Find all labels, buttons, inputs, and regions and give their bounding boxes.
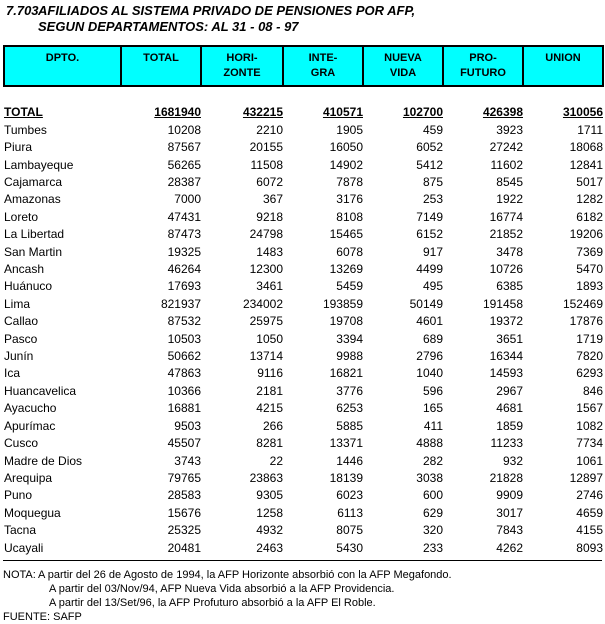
value-cell: 1922: [496, 192, 523, 207]
value-cell: 87532: [167, 314, 201, 329]
value-cell: 20481: [167, 540, 201, 555]
value-cell: 6293: [576, 366, 603, 381]
table-row: [4, 296, 603, 313]
value-cell: 4155: [576, 523, 603, 538]
value-cell: 1905: [336, 122, 363, 137]
value-cell: 15465: [329, 227, 363, 242]
value-cell: 1859: [496, 418, 523, 433]
value-cell: 21852: [489, 227, 523, 242]
value-cell: 1567: [576, 401, 603, 416]
table-row: [4, 522, 603, 539]
table-row: [4, 435, 603, 452]
value-cell: 426398: [482, 105, 523, 120]
dpto-cell: Ucayali: [4, 540, 44, 555]
note-line-2: A partir del 03/Nov/94, AFP Nueva Vida absorbió a la AFP Providencia.: [49, 582, 395, 595]
value-cell: 28583: [167, 488, 201, 503]
table-row: [4, 122, 603, 139]
value-cell: 5459: [336, 279, 363, 294]
value-cell: 22: [269, 453, 283, 468]
dpto-cell: Moquegua: [4, 505, 61, 520]
value-cell: 1258: [256, 505, 283, 520]
value-cell: 1040: [416, 366, 443, 381]
notes-section: [0, 568, 605, 624]
dpto-cell: Ayacucho: [4, 401, 57, 416]
value-cell: 10366: [167, 383, 201, 398]
column-header-total: TOTAL: [121, 46, 201, 86]
value-cell: 320: [422, 523, 443, 538]
table-row: [4, 331, 603, 348]
table-row: [4, 365, 603, 382]
value-cell: 24798: [249, 227, 283, 242]
table-row: [4, 383, 603, 400]
value-cell: 4601: [416, 314, 443, 329]
value-cell: 50662: [167, 349, 201, 364]
value-cell: 3776: [336, 383, 363, 398]
value-cell: 282: [422, 453, 443, 468]
value-cell: 7149: [416, 209, 443, 224]
dpto-cell: Apurímac: [4, 418, 56, 433]
value-cell: 1711: [577, 122, 603, 137]
value-cell: 16344: [489, 349, 523, 364]
value-cell: 21828: [489, 470, 523, 485]
value-cell: 16881: [167, 401, 201, 416]
value-cell: 266: [262, 418, 283, 433]
value-cell: 8075: [336, 523, 363, 538]
value-cell: 3038: [416, 470, 443, 485]
value-cell: 79765: [167, 470, 201, 485]
spacer-row: [4, 86, 603, 104]
value-cell: 821937: [160, 296, 201, 311]
table-row: [4, 209, 603, 226]
table-row: [4, 505, 603, 522]
dpto-cell: Tumbes: [4, 122, 47, 137]
value-cell: 2181: [256, 383, 283, 398]
value-cell: 15676: [167, 505, 201, 520]
value-cell: 1893: [576, 279, 603, 294]
dpto-cell: La Libertad: [4, 227, 65, 242]
value-cell: 3461: [256, 279, 283, 294]
value-cell: 1681940: [154, 105, 201, 120]
value-cell: 18068: [569, 140, 603, 155]
value-cell: 310056: [562, 105, 603, 120]
table-row: [4, 453, 603, 470]
dpto-cell: Huancavelica: [4, 383, 77, 398]
value-cell: 7843: [496, 523, 523, 538]
value-cell: 6078: [336, 244, 363, 259]
note-line-3: A partir del 13/Set/96, la AFP Profuturo absorbió a la AFP El Roble.: [49, 596, 376, 609]
value-cell: 411: [423, 418, 443, 433]
value-cell: 2746: [576, 488, 603, 503]
value-cell: 14593: [489, 366, 523, 381]
table-row: [4, 174, 603, 191]
value-cell: 4888: [416, 436, 443, 451]
value-cell: 8108: [336, 209, 363, 224]
dpto-cell: Pasco: [4, 331, 38, 346]
value-cell: 12300: [249, 262, 283, 277]
value-cell: 6113: [337, 505, 363, 520]
value-cell: 9909: [496, 488, 523, 503]
value-cell: 6023: [336, 488, 363, 503]
doc-title: [0, 0, 605, 35]
value-cell: 17876: [569, 314, 603, 329]
value-cell: 1719: [576, 331, 603, 346]
value-cell: 9305: [256, 488, 283, 503]
table-row: [4, 139, 603, 156]
table-row: [4, 261, 603, 278]
value-cell: 12841: [569, 157, 603, 172]
value-cell: 12897: [569, 470, 603, 485]
value-cell: 17693: [167, 279, 201, 294]
table-row: [4, 418, 603, 435]
table-header-row: [4, 46, 603, 86]
value-cell: 917: [422, 244, 443, 259]
value-cell: 4215: [256, 401, 283, 416]
value-cell: 9988: [336, 349, 363, 364]
value-cell: 47431: [167, 209, 201, 224]
title-lines: [38, 3, 415, 35]
value-cell: 25975: [249, 314, 283, 329]
column-header-integra: INTE- GRA: [283, 46, 363, 86]
value-cell: 5470: [576, 262, 603, 277]
table-row: [4, 348, 603, 365]
afp-table: [3, 45, 604, 557]
dpto-cell: San Martin: [4, 244, 63, 259]
dpto-cell: Huánuco: [4, 279, 53, 294]
table-row: [4, 244, 603, 261]
value-cell: 4499: [416, 262, 443, 277]
table-row: [4, 400, 603, 417]
value-cell: 3743: [174, 453, 201, 468]
value-cell: 45507: [167, 436, 201, 451]
value-cell: 20155: [249, 140, 283, 155]
value-cell: 875: [422, 175, 443, 190]
value-cell: 25325: [167, 523, 201, 538]
column-header-dpto: DPTO.: [4, 46, 121, 86]
value-cell: 102700: [402, 105, 443, 120]
dpto-cell: Madre de Dios: [4, 453, 83, 468]
value-cell: 87567: [167, 140, 201, 155]
dpto-cell: Arequipa: [4, 470, 53, 485]
value-cell: 16821: [329, 366, 363, 381]
column-header-union: UNION: [523, 46, 603, 86]
value-cell: 459: [422, 122, 443, 137]
value-cell: 629: [422, 505, 443, 520]
value-cell: 27242: [489, 140, 523, 155]
value-cell: 234002: [242, 296, 283, 311]
dpto-cell: Amazonas: [4, 192, 61, 207]
dpto-cell: TOTAL: [4, 105, 43, 120]
value-cell: 596: [422, 383, 443, 398]
value-cell: 410571: [322, 105, 363, 120]
value-cell: 50149: [409, 296, 443, 311]
value-cell: 10726: [489, 262, 523, 277]
value-cell: 7820: [576, 349, 603, 364]
value-cell: 13714: [249, 349, 283, 364]
value-cell: 165: [422, 401, 443, 416]
value-cell: 1050: [256, 331, 283, 346]
value-cell: 6072: [256, 175, 283, 190]
value-cell: 8281: [256, 436, 283, 451]
value-cell: 13269: [329, 262, 363, 277]
value-cell: 10208: [167, 122, 201, 137]
dpto-cell: Cajamarca: [4, 175, 63, 190]
title-number: 7.703: [6, 3, 39, 18]
value-cell: 600: [422, 488, 443, 503]
note-row-1: [3, 568, 605, 582]
value-cell: 9503: [174, 418, 201, 433]
value-cell: 3923: [496, 122, 523, 137]
value-cell: 7000: [174, 192, 201, 207]
value-cell: 2210: [256, 122, 283, 137]
table-body: [4, 86, 603, 557]
value-cell: 56265: [167, 157, 201, 172]
value-cell: 1282: [576, 192, 603, 207]
value-cell: 47863: [167, 366, 201, 381]
value-cell: 9218: [256, 209, 283, 224]
dpto-cell: Callao: [4, 314, 39, 329]
value-cell: 2463: [256, 540, 283, 555]
value-cell: 23863: [249, 470, 283, 485]
value-cell: 191458: [482, 296, 523, 311]
value-cell: 19325: [167, 244, 201, 259]
value-cell: 28387: [167, 175, 201, 190]
value-cell: 10503: [167, 331, 201, 346]
column-header-profuturo: PRO- FUTURO: [443, 46, 523, 86]
value-cell: 367: [262, 192, 283, 207]
table-row: [4, 157, 603, 174]
dpto-cell: Lima: [4, 296, 31, 311]
value-cell: 846: [582, 383, 603, 398]
dpto-cell: Loreto: [4, 209, 39, 224]
value-cell: 233: [422, 540, 443, 555]
value-cell: 11602: [490, 157, 523, 172]
title-line-2: SEGUN DEPARTAMENTOS: AL 31 - 08 - 97: [38, 19, 299, 34]
value-cell: 19206: [569, 227, 603, 242]
column-header-nueva-vida: NUEVA VIDA: [363, 46, 443, 86]
value-cell: 2796: [416, 349, 443, 364]
total-row: [4, 104, 603, 121]
dpto-cell: Puno: [4, 488, 33, 503]
value-cell: 46264: [167, 262, 201, 277]
dpto-cell: Cusco: [4, 436, 39, 451]
value-cell: 6182: [576, 209, 603, 224]
value-cell: 6152: [416, 227, 443, 242]
note-row-2: [3, 582, 605, 596]
value-cell: 7878: [336, 175, 363, 190]
value-cell: 6385: [496, 279, 523, 294]
value-cell: 193859: [322, 296, 363, 311]
value-cell: 7734: [576, 436, 603, 451]
value-cell: 3394: [336, 331, 363, 346]
footer-divider: [3, 560, 602, 561]
table-row: [4, 191, 603, 208]
value-cell: 495: [422, 279, 443, 294]
value-cell: 152469: [562, 296, 603, 311]
table-row: [4, 278, 603, 295]
value-cell: 432215: [242, 105, 283, 120]
value-cell: 14902: [329, 157, 363, 172]
value-cell: 3651: [496, 331, 523, 346]
value-cell: 19708: [329, 314, 363, 329]
table-row: [4, 540, 603, 557]
value-cell: 3176: [336, 192, 363, 207]
value-cell: 13371: [329, 436, 363, 451]
value-cell: 16050: [329, 140, 363, 155]
value-cell: 689: [422, 331, 443, 346]
value-cell: 8545: [496, 175, 523, 190]
value-cell: 3017: [496, 505, 523, 520]
value-cell: 4681: [496, 401, 523, 416]
note-row-3: [3, 596, 605, 610]
value-cell: 5412: [416, 157, 443, 172]
value-cell: 1082: [576, 418, 603, 433]
table-row: [4, 487, 603, 504]
table-row: [4, 313, 603, 330]
value-cell: 5017: [576, 175, 603, 190]
value-cell: 11508: [250, 157, 283, 172]
value-cell: 19372: [489, 314, 523, 329]
value-cell: 6052: [416, 140, 443, 155]
dpto-cell: Tacna: [4, 523, 37, 538]
value-cell: 4262: [496, 540, 523, 555]
value-cell: 16774: [489, 209, 523, 224]
value-cell: 7369: [576, 244, 603, 259]
value-cell: 5430: [336, 540, 363, 555]
value-cell: 1446: [336, 453, 363, 468]
value-cell: 11233: [490, 436, 523, 451]
dpto-cell: Junín: [4, 349, 34, 364]
value-cell: 3478: [496, 244, 523, 259]
value-cell: 1061: [576, 453, 603, 468]
value-cell: 5885: [336, 418, 363, 433]
note-label: NOTA:: [3, 568, 36, 581]
dpto-cell: Lambayeque: [4, 157, 74, 172]
dpto-cell: Piura: [4, 140, 33, 155]
value-cell: 253: [422, 192, 443, 207]
value-cell: 87473: [167, 227, 201, 242]
value-cell: 1483: [256, 244, 283, 259]
value-cell: 932: [502, 453, 523, 468]
note-line-1: A partir del 26 de Agosto de 1994, la AFP Horizonte absorbió con la AFP Megafondo.: [38, 568, 452, 581]
value-cell: 18139: [329, 470, 363, 485]
dpto-cell: Ica: [4, 366, 21, 381]
dpto-cell: Ancash: [4, 262, 45, 277]
table-row: [4, 470, 603, 487]
title-line-1: AFILIADOS AL SISTEMA PRIVADO DE PENSIONES POR AFP,: [38, 3, 416, 18]
table-row: [4, 226, 603, 243]
value-cell: 6253: [336, 401, 363, 416]
column-header-horizonte: HORI- ZONTE: [201, 46, 283, 86]
value-cell: 2967: [496, 383, 523, 398]
value-cell: 9116: [257, 366, 283, 381]
value-cell: 4659: [576, 505, 603, 520]
source-line: FUENTE: SAFP: [3, 610, 82, 623]
value-cell: 8093: [576, 540, 603, 555]
value-cell: 4932: [256, 523, 283, 538]
